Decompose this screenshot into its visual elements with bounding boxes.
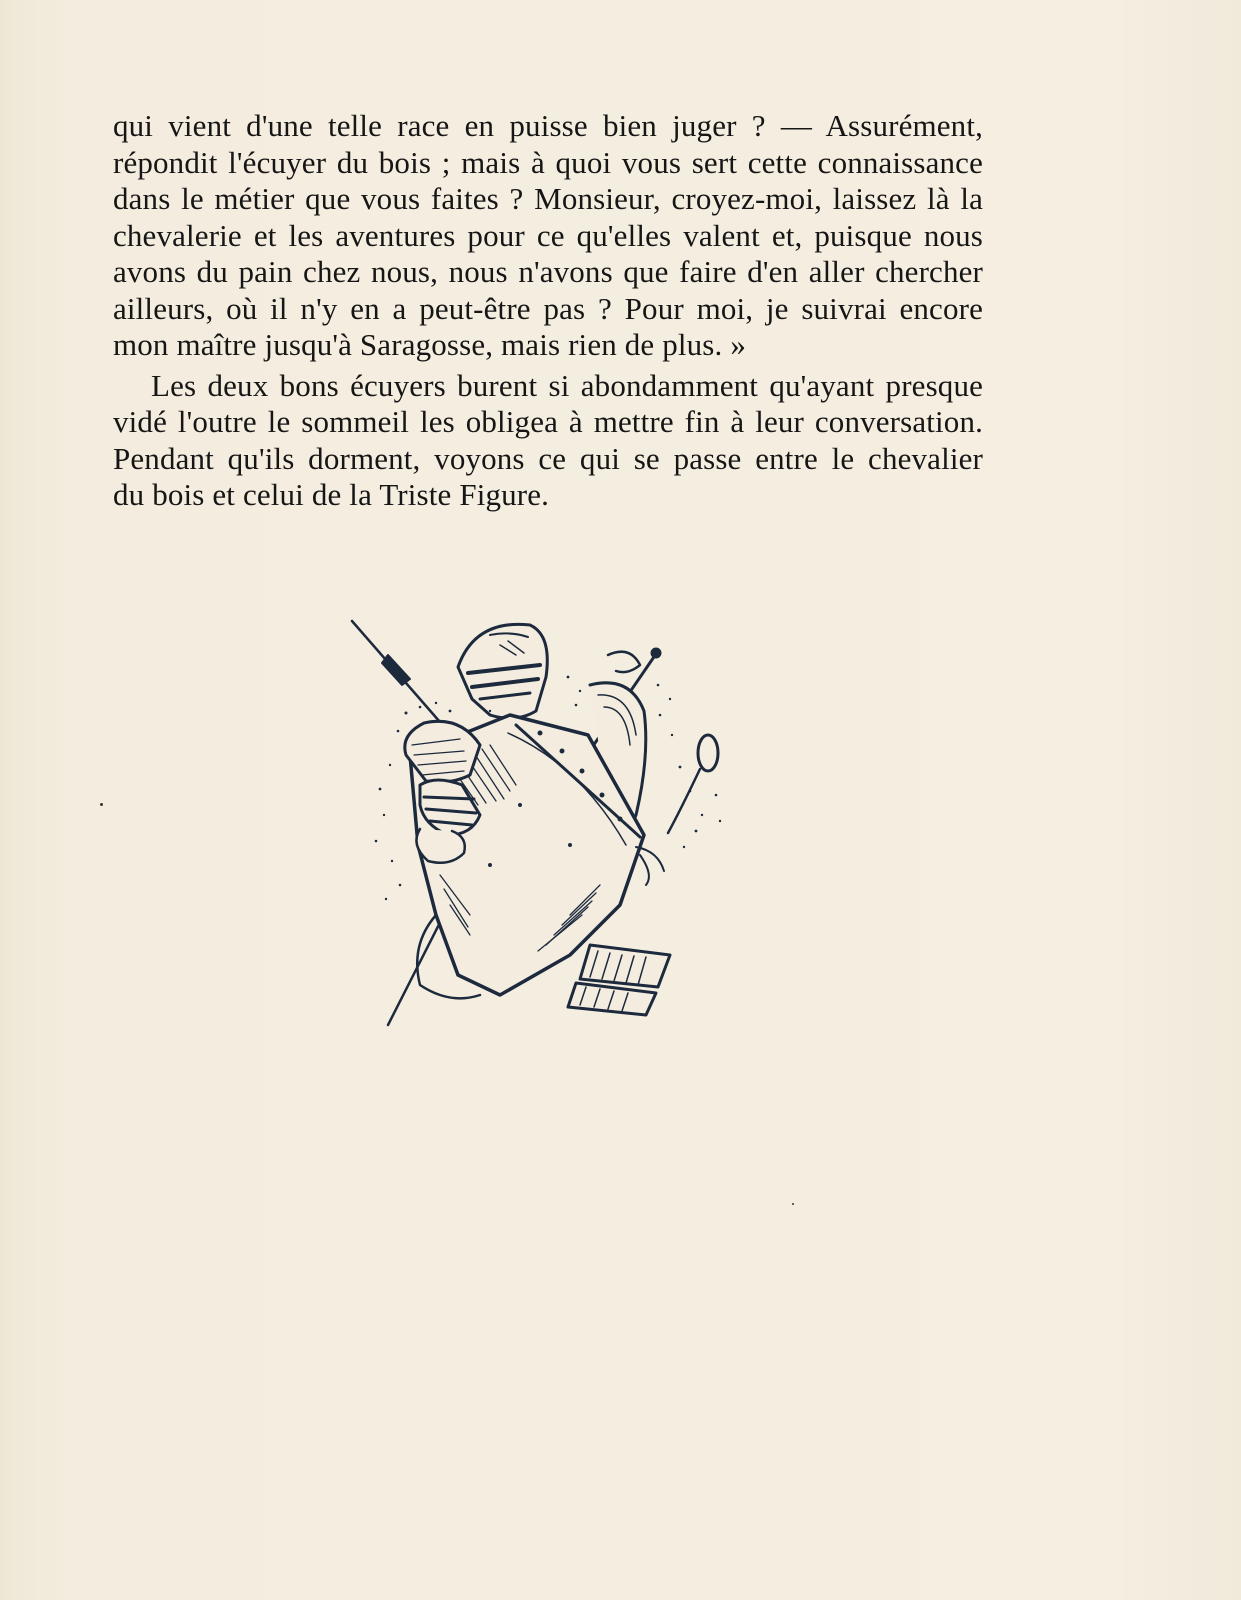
- text-line: avons du pain chez nous, nous n'avons que faire d'en aller chercher: [113, 254, 983, 289]
- text-line: qui vient d'une telle race en puisse bien juger ? — Assurément,: [113, 108, 983, 143]
- text-line: Les deux bons écuyers burent si abondamment qu'ayant presque: [151, 367, 983, 403]
- armor-trophy-icon: [340, 615, 740, 1045]
- text-line: ailleurs, où il n'y en a peut-être pas ? Pour moi, je suivrai encore: [113, 290, 983, 326]
- body-text: [113, 108, 983, 514]
- text-line: du bois et celui de la Triste Figure.: [113, 477, 550, 512]
- ink-speck: [100, 803, 103, 806]
- paragraph-1: [113, 108, 983, 364]
- paragraph-2: [113, 368, 983, 514]
- text-line: Pendant qu'ils dorment, voyons ce qui se passe entre le chevalier: [113, 440, 983, 476]
- ink-speck: [792, 1203, 794, 1205]
- text-line: chevalerie et les aventures pour ce qu'elles valent et, puisque nous: [113, 217, 983, 253]
- text-line: mon maître jusqu'à Saragosse, mais rien de plus. »: [113, 327, 746, 362]
- text-line: vidé l'outre le sommeil les obligea à mettre fin à leur conversation.: [113, 404, 983, 439]
- text-line: dans le métier que vous faites ? Monsieur, croyez-moi, laissez là la: [113, 181, 983, 216]
- text-line: répondit l'écuyer du bois ; mais à quoi vous sert cette connaissance: [113, 144, 983, 180]
